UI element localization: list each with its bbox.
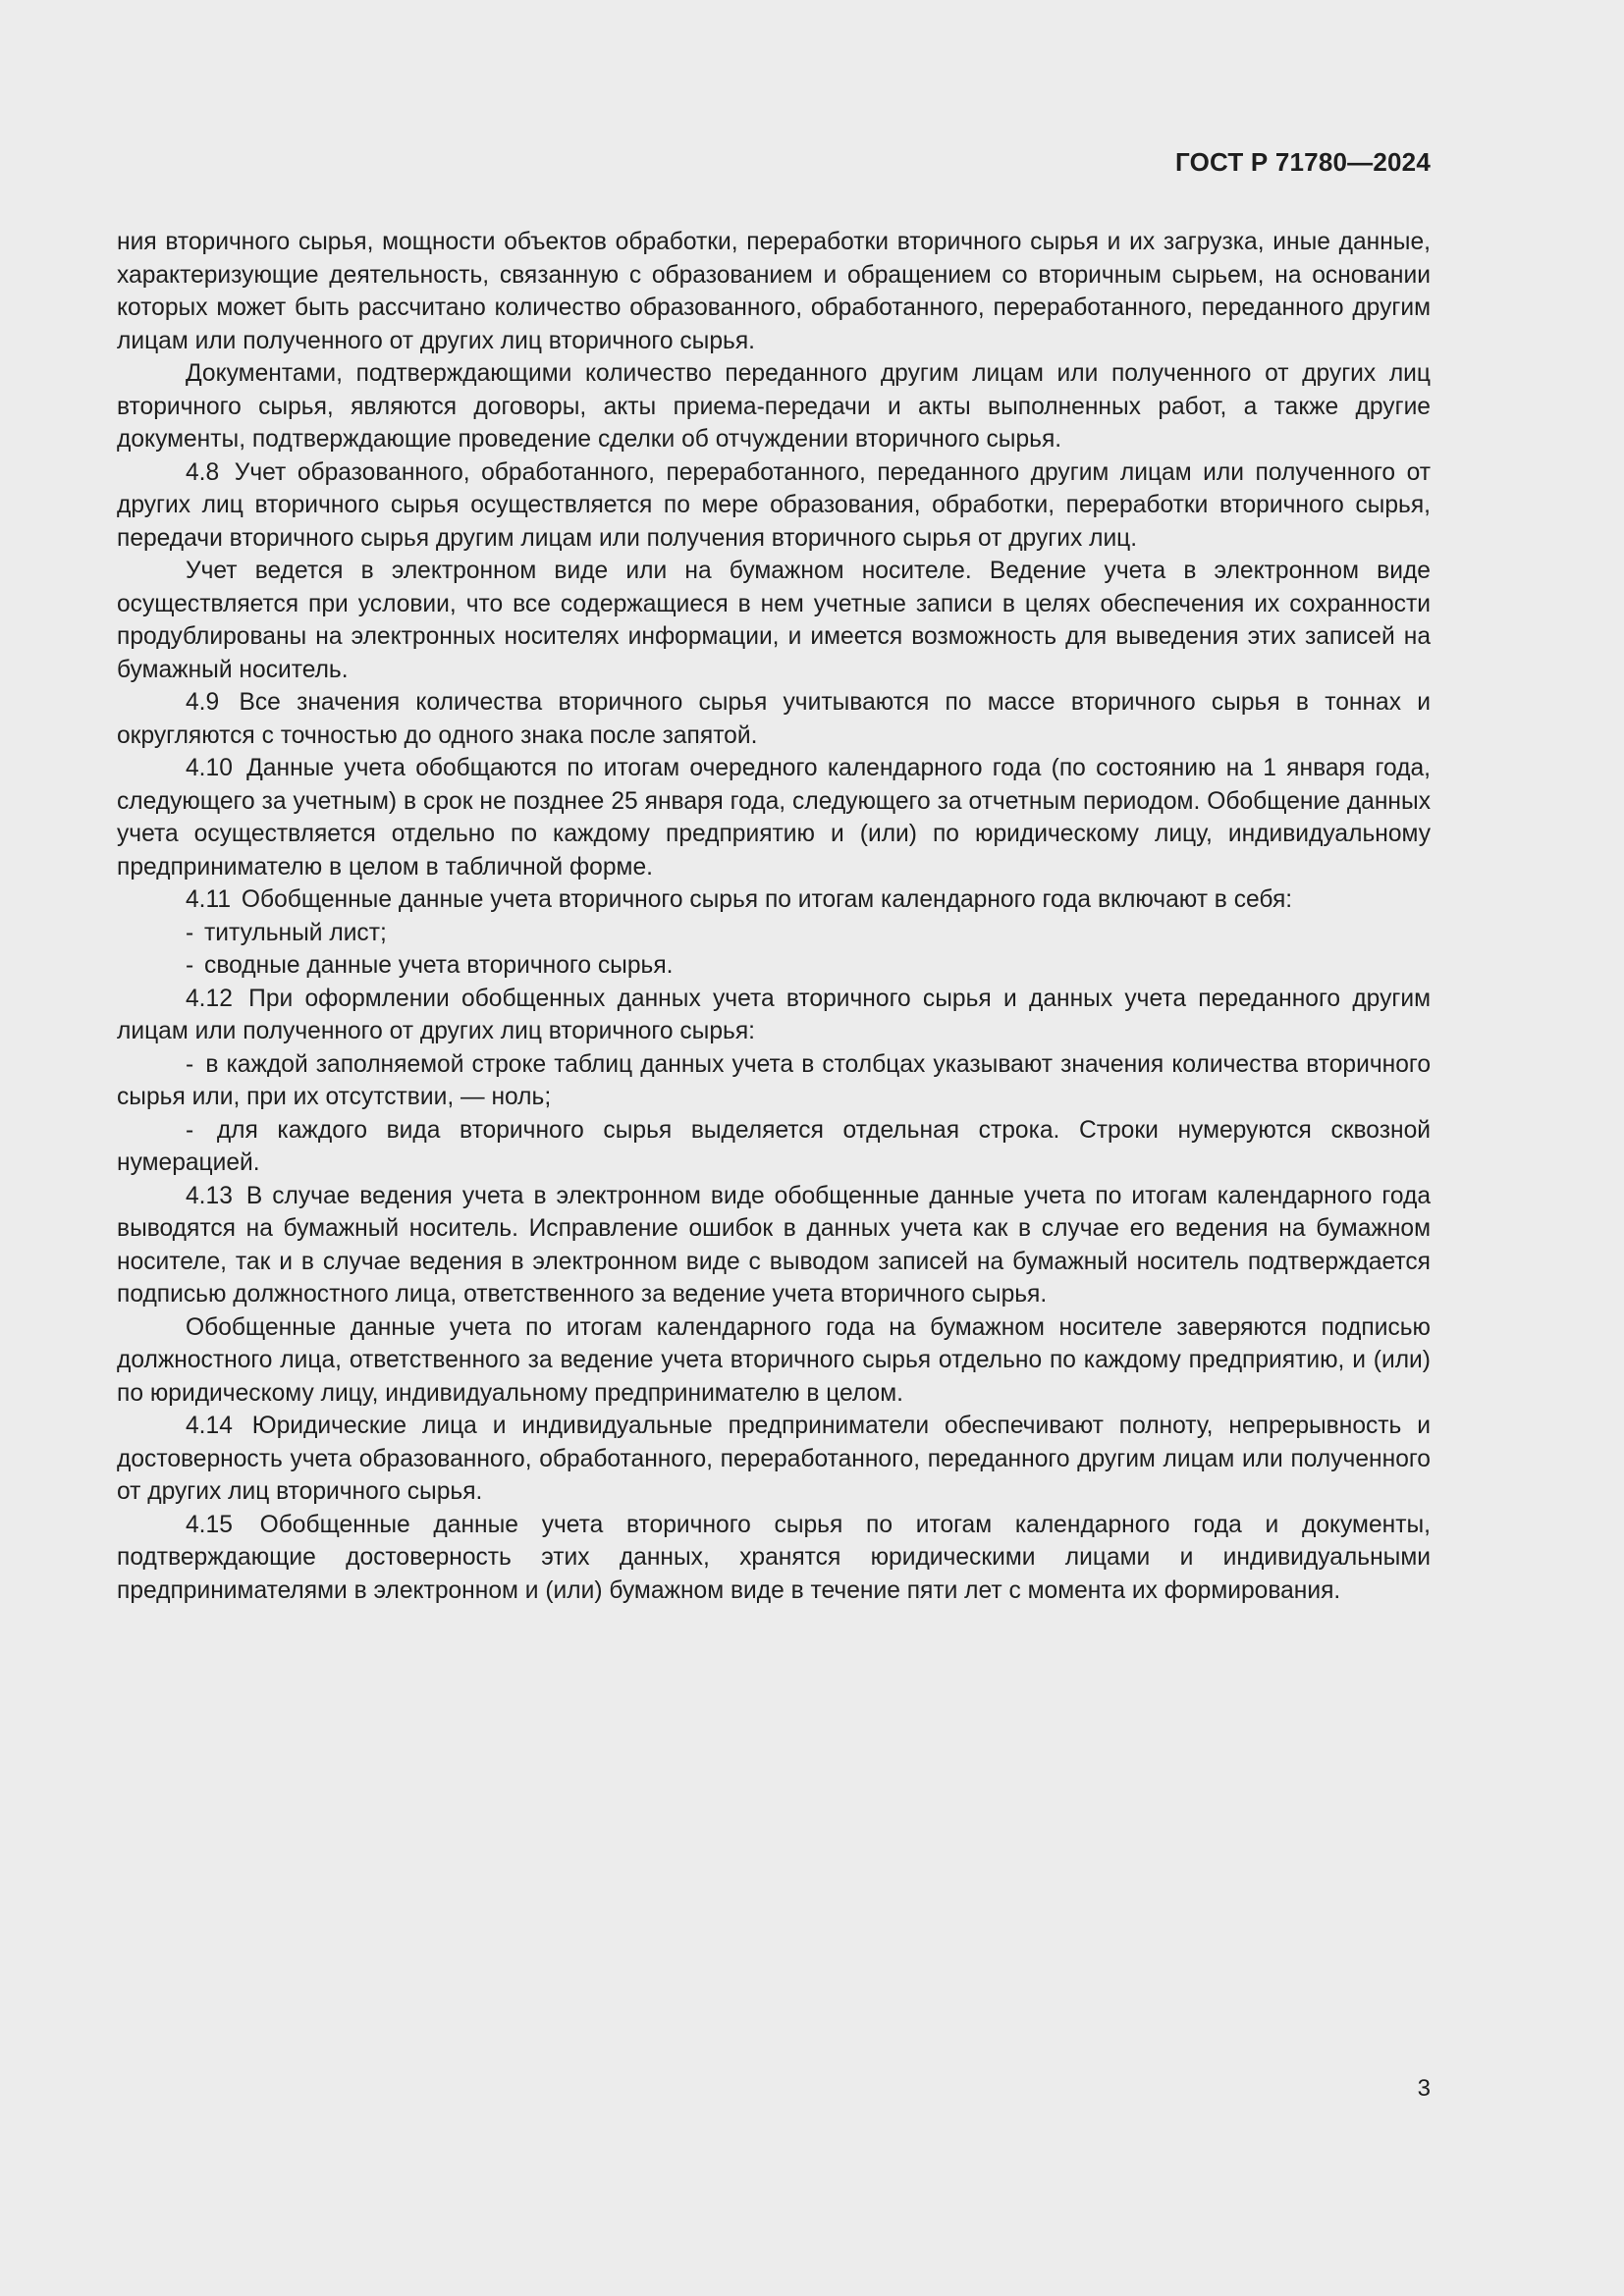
- clause-4-10: [117, 752, 1431, 883]
- list-item-text: титульный лист;: [204, 919, 387, 946]
- paragraph-text: Обобщенные данные учета по итогам календарного года на бумажном носителе заверяются подписью должностного лица, ответственного за ведение учета вторичного сырья отдельно по каждому предприятию, и (или) по юридическому лицу, индивидуальному предпринимателю в целом.: [117, 1313, 1431, 1407]
- list-item-text: для каждого вида вторичного сырья выделяется отдельная строка. Строки нумеруются сквозной нумерацией.: [117, 1116, 1431, 1176]
- clause-text: В случае ведения учета в электронном виде обобщенные данные учета по итогам календарного года выводятся на бумажный носитель. Исправление ошибок в данных учета как в случае его ведения на бумажном носителе, так и в случае ведения в электронном виде с выводом записей на бумажный носитель подтверждается подписью должностного лица, ответственного за ведение учета вторичного сырья.: [117, 1182, 1431, 1308]
- clause-text: Юридические лица и индивидуальные предприниматели обеспечивают полноту, непрерывность и достоверность учета образованного, обработанного, переработанного, переданного другим лицам или полученного от других лиц вторичного сырья.: [117, 1413, 1431, 1505]
- paragraph: [117, 1311, 1431, 1411]
- clause-text: Данные учета обобщаются по итогам очередного календарного года (по состоянию на 1 января года, следующего за учетным) в срок не позднее 25 января года, следующего за отчетным периодом. Обобщение данных учета осуществляется отдельно по каждому предприятию и (или) по юридическому лицу, индивидуальному предпринимателю в целом в табличной форме.: [117, 755, 1431, 881]
- list-dash: -: [186, 1116, 194, 1144]
- list-item: [117, 1114, 1431, 1180]
- clause-4-15: [117, 1509, 1431, 1608]
- list-dash: -: [186, 1050, 194, 1078]
- paragraph-text: ния вторичного сырья, мощности объектов обработки, переработки вторичного сырья и их загрузка, иные данные, характеризующие деятельность, связанную с образованием и обращением со вторичным сырьем, на основании которых может быть рассчитано количество образованного, обработанного, переработанного, переданного другим лицам или полученного от других лиц вторичного сырья.: [117, 229, 1431, 354]
- clause-text: Обобщенные данные учета вторичного сырья по итогам календарного года включают в себя:: [241, 886, 1293, 913]
- clause-number: 4.13: [186, 1182, 233, 1209]
- page-number: 3: [1417, 2075, 1431, 2102]
- clause-text: Обобщенные данные учета вторичного сырья по итогам календарного года и документы, подтверждающие достоверность этих данных, хранятся юридическими лицами и индивидуальными предпринимателями в электронном и (или) бумажном виде в течение пяти лет с момента их формирования.: [117, 1511, 1431, 1604]
- list-item: [117, 1048, 1431, 1114]
- list-item-text: сводные данные учета вторичного сырья.: [204, 952, 674, 979]
- clause-number: 4.14: [186, 1413, 233, 1439]
- clause-4-9: [117, 686, 1431, 752]
- list-item: [117, 949, 1431, 983]
- list-item-text: в каждой заполняемой строке таблиц данных учета в столбцах указывают значения количества вторичного сырья или, при их отсутствии, — ноль;: [117, 1050, 1431, 1110]
- clause-number: 4.9: [186, 689, 220, 716]
- clause-number: 4.15: [186, 1511, 233, 1538]
- clause-number: 4.10: [186, 755, 233, 781]
- list-dash: -: [186, 919, 194, 946]
- paragraph: [117, 555, 1431, 686]
- clause-4-12: [117, 983, 1431, 1048]
- clause-number: 4.8: [186, 458, 220, 486]
- clause-4-11: [117, 883, 1431, 917]
- document-header-standard-id: ГОСТ Р 71780—2024: [1175, 147, 1431, 177]
- paragraph: [117, 357, 1431, 456]
- document-body: [117, 226, 1431, 1607]
- paragraph-text: Учет ведется в электронном виде или на бумажном носителе. Ведение учета в электронном виде осуществляется при условии, что все содержащиеся в нем учетные записи в целях обеспечения их сохранности продублированы на электронных носителях информации, и имеется возможность для выведения этих записей на бумажный носитель.: [117, 558, 1431, 683]
- list-dash: -: [186, 952, 194, 979]
- clause-4-14: [117, 1410, 1431, 1509]
- clause-text: Все значения количества вторичного сырья учитываются по массе вторичного сырья в тоннах и округляются с точностью до одного знака после запятой.: [117, 689, 1431, 749]
- clause-text: При оформлении обобщенных данных учета вторичного сырья и данных учета переданного другим лицам или полученного от других лиц вторичного сырья:: [117, 985, 1431, 1044]
- clause-4-8: [117, 456, 1431, 556]
- paragraph-text: Документами, подтверждающими количество переданного другим лицам или полученного от других лиц вторичного сырья, являются договоры, акты приема-передачи и акты выполненных работ, а также другие документы, подтверждающие проведение сделки об отчуждении вторичного сырья.: [117, 360, 1431, 453]
- clause-4-13: [117, 1180, 1431, 1311]
- clause-text: Учет образованного, обработанного, переработанного, переданного другим лицам или полученного от других лиц вторичного сырья осуществляется по мере образования, обработки, переработки вторичного сырья, передачи вторичного сырья другим лицам или получения вторичного сырья от других лиц.: [117, 458, 1431, 552]
- list-item: [117, 917, 1431, 950]
- clause-number: 4.11: [186, 886, 232, 913]
- paragraph-continuation: [117, 226, 1431, 357]
- clause-number: 4.12: [186, 985, 233, 1012]
